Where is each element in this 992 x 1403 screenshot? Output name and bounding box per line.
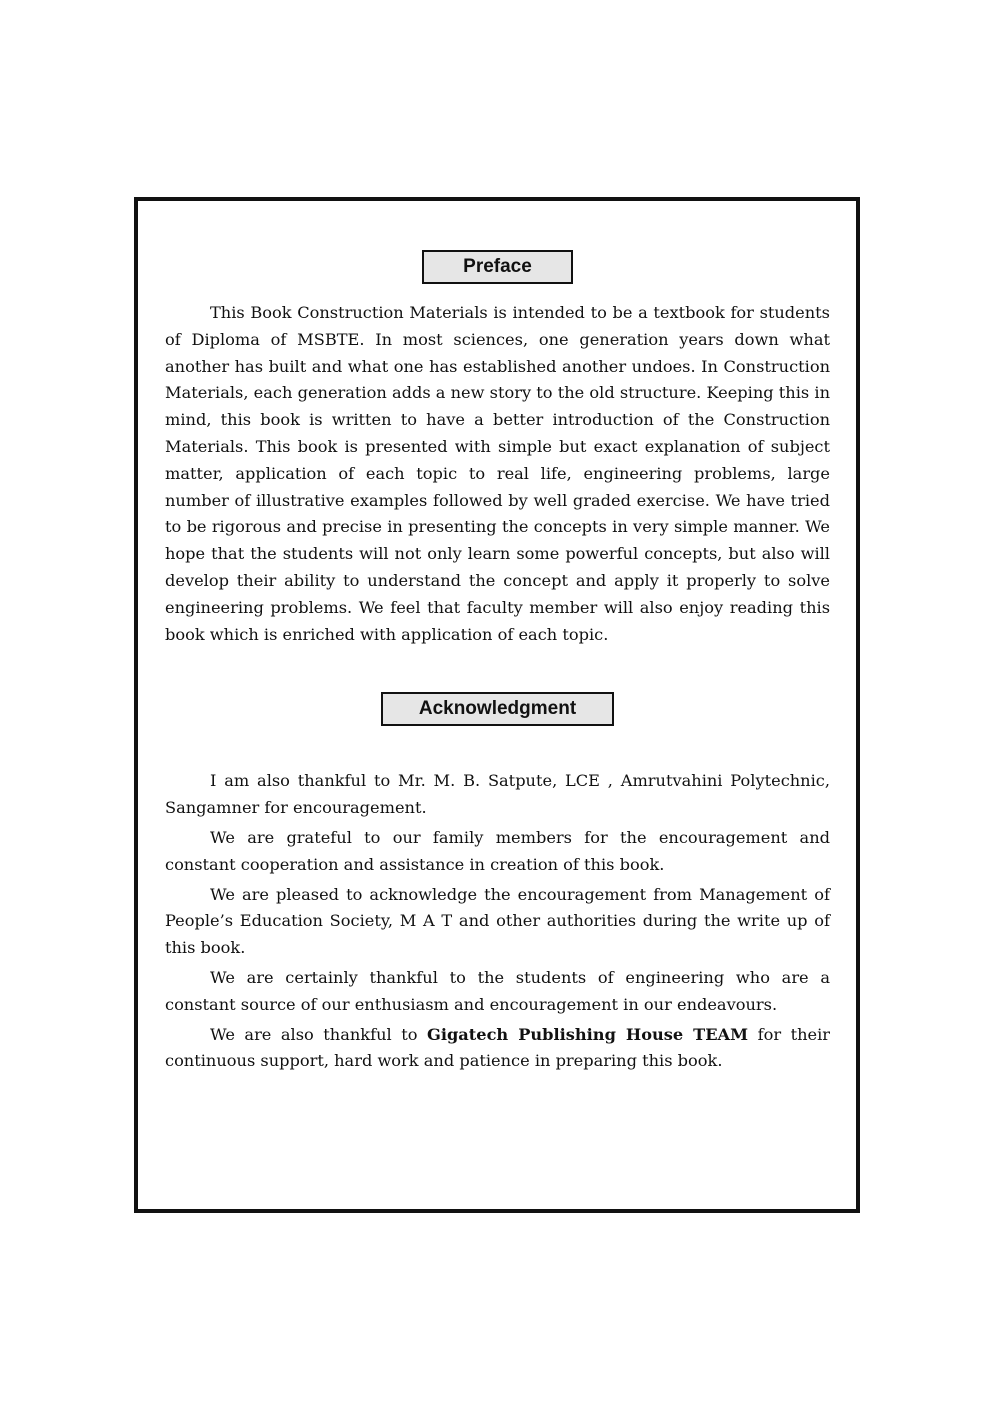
frame-content — [165, 201, 830, 1078]
acknowledgment-heading-wrap — [165, 648, 830, 726]
acknowledgment-heading: Acknowledgment — [381, 692, 614, 726]
ack-paragraph-1: I am also thankful to Mr. M. B. Satpute, LCE , Amrutvahini Polytechnic, Sangamner for encouragement. — [165, 771, 830, 818]
preface-paragraph: This Book Construction Materials is intended to be a textbook for students of Diploma of MSBTE. In most sciences, one generation years down what another has built and what one has established another undoes. In Construction Materials, each generation adds a new story to the old structure. Keeping this in mind, this book is written to have a better introduction of the Construction Materials. This book is presented with simple but exact explanation of subject matter, application of each topic to real life, engineering problems, large number of illustrative examples followed by well graded exercise. We have tried to be rigorous and precise in presenting the concepts in very simple manner. We hope that the students will not only learn some powerful concepts, but also will develop their ability to understand the concept and apply it properly to solve engineering problems. We feel that faculty member will also enjoy reading this book which is enriched with application of each topic. — [165, 303, 830, 644]
preface-heading-wrap — [165, 201, 830, 284]
acknowledgment-body — [165, 768, 830, 1075]
ack-paragraph-3: We are pleased to acknowledge the encouragement from Management of People’s Education Society, M A T and other authorities during the write up of this book. — [165, 884, 830, 958]
preface-heading: Preface — [422, 250, 573, 284]
ack-paragraph-2: We are grateful to our family members for the encouragement and constant cooperation and assistance in creation of this book. — [165, 827, 830, 874]
ack-paragraph-4: We are certainly thankful to the students of engineering who are a constant source of our enthusiasm and encouragement in our endeavours. — [165, 967, 830, 1014]
ack-paragraph-5 — [165, 1022, 830, 1076]
ack-p5-before: We are also thankful to — [210, 1024, 418, 1044]
page-border-frame — [134, 197, 860, 1213]
publisher-team-name: Gigatech Publishing House TEAM — [427, 1024, 749, 1044]
ack-p5-after: for their continuous support, hard work and patience in preparing this book. — [165, 1024, 830, 1071]
